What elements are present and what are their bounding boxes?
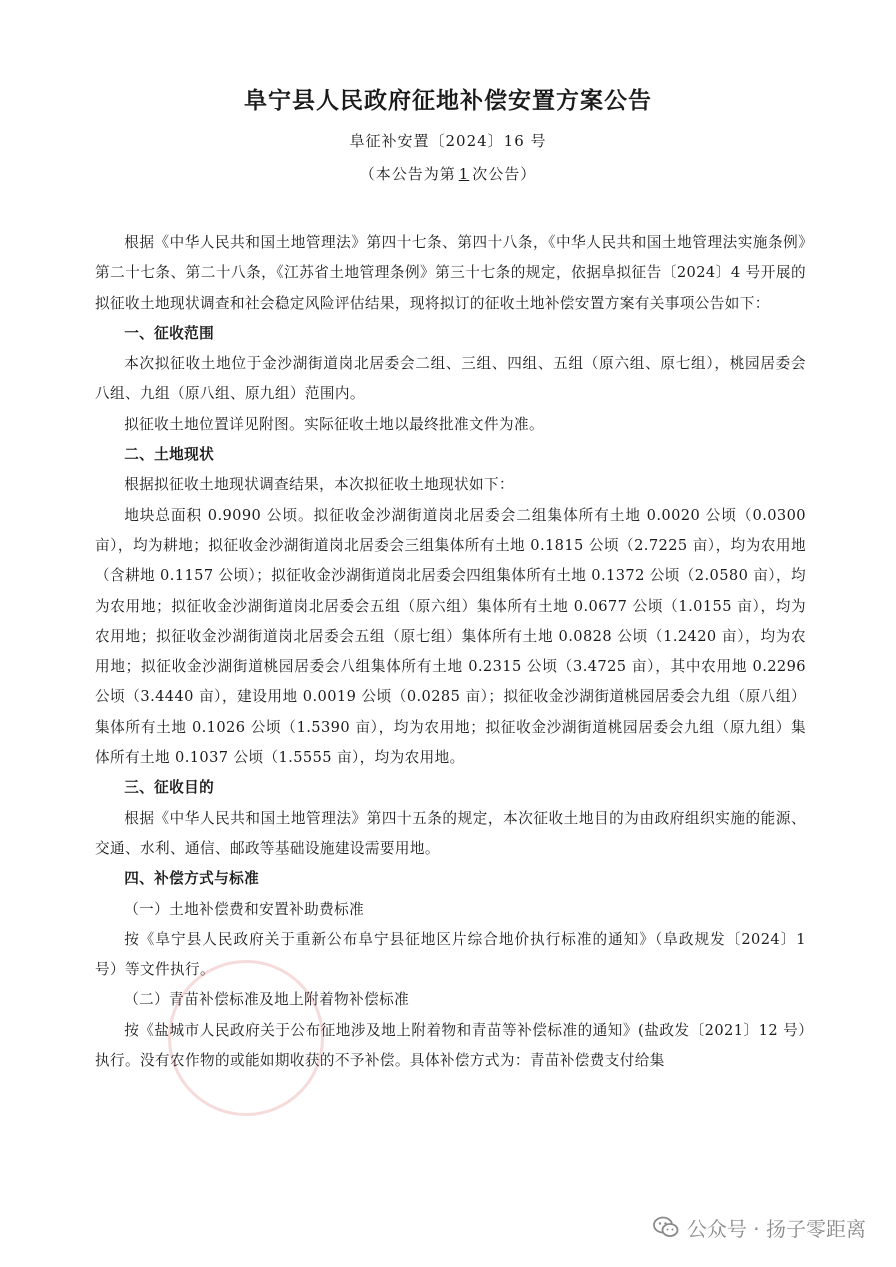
- document-title: 阜宁县人民政府征地补偿安置方案公告: [244, 88, 652, 114]
- section-heading: 二、土地现状: [124, 446, 215, 464]
- section-heading: 三、征收目的: [124, 779, 215, 797]
- subsection-heading: （一）土地补偿费和安置补助费标准: [124, 900, 365, 918]
- notice-count-suffix: 次公告）: [472, 165, 537, 183]
- subsection-heading: （二）青苗补偿标准及地上附着物补偿标准: [124, 991, 410, 1009]
- document-number: 阜征补安置〔2024〕16 号: [349, 132, 547, 150]
- body-paragraph: 按《盐城市人民政府关于公布征地涉及地上附着物和青苗等补偿标准的通知》(盐政发〔2021〕12 号）执行。没有农作物的或能如期收获的不予补偿。具体补偿方式为：青苗补偿费支付给集: [95, 1021, 806, 1070]
- notice-count: [0, 163, 896, 184]
- section-heading: 一、征收范围: [124, 324, 215, 342]
- watermark: [653, 1212, 866, 1242]
- body-paragraph: 地块总面积 0.9090 公顷。拟征收金沙湖街道岗北居委会二组集体所有土地 0.0020 公顷（0.0300 亩），均为耕地；拟征收金沙湖街道岗北居委会三组集体所有土地 0.1815 公顷（2.7225 亩），均为农用地（含耕地 0.1157 公顷）；拟征收金沙湖街道岗北居委会四组集体所有土地 0.1372 公顷（2.0580 亩），均为农用地；拟征收金沙湖街道岗北居委会五组（原六组）集体所有土地 0.0677 公顷（1.0155 亩），均为农用地；拟征收金沙湖街道岗北居委会五组（原七组）集体所有土地 0.0828 公顷（1.2420 亩），均为农用地；拟征收金沙湖街道桃园居委会八组集体所有土地 0.2315 公顷（3.4725 亩），其中农用地 0.2296 公顷（3.4440 亩），建设用地 0.0019 公顷（0.0285 亩）；拟征收金沙湖街道桃园居委会九组（原八组）集体所有土地 0.1026 公顷（1.5390 亩），均为农用地；拟征收金沙湖街道桃园居委会九组（原九组）集体所有土地 0.1037 公顷（1.5555 亩），均为农用地。: [95, 506, 806, 767]
- body-paragraph: 拟征收土地位置详见附图。实际征收土地以最终批准文件为准。: [124, 415, 545, 433]
- wechat-icon: [653, 1215, 679, 1239]
- document-body: [95, 228, 806, 1076]
- body-paragraph: 根据《中华人民共和国土地管理法》第四十七条、第四十八条，《中华人民共和国土地管理法实施条例》第二十七条、第二十八条，《江苏省土地管理条例》第三十七条的规定，依据阜拟征告〔2024〕4 号开展的拟征收土地现状调查和社会稳定风险评估结果，现将拟订的征收土地补偿安置方案有关事项公告如下：: [95, 234, 806, 312]
- notice-count-number: 1: [458, 165, 470, 183]
- notice-count-prefix: （本公告为第: [359, 165, 456, 183]
- body-paragraph: 本次拟征收土地位于金沙湖街道岗北居委会二组、三组、四组、五组（原六组、原七组），桃园居委会八组、九组（原八组、原九组）范围内。: [95, 355, 806, 403]
- body-paragraph: 根据拟征收土地现状调查结果，本次拟征收土地现状如下：: [124, 476, 515, 494]
- body-paragraph: 按《阜宁县人民政府关于重新公布阜宁县征地区片综合地价执行标准的通知》（阜政规发〔2024〕1 号）等文件执行。: [95, 930, 806, 979]
- watermark-text: 公众号 · 扬子零距离: [686, 1216, 866, 1241]
- body-paragraph: 根据《中华人民共和国土地管理法》第四十五条的规定，本次征收土地目的为由政府组织实施的能源、交通、水利、通信、邮政等基础设施建设需要用地。: [95, 809, 806, 857]
- section-heading: 四、补偿方式与标准: [124, 870, 260, 888]
